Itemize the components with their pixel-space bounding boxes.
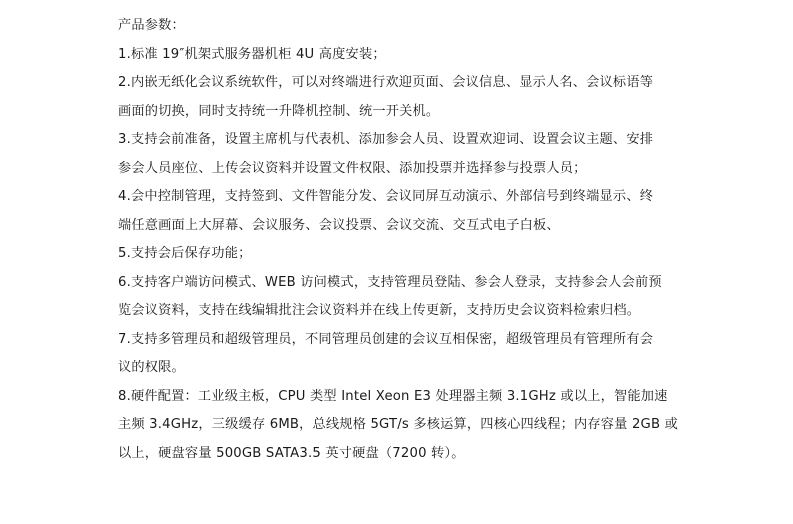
document-body	[118, 12, 688, 468]
text-line: 6.支持客户端访问模式、WEB 访问模式，支持管理员登陆、参会人登录，支持参会人会前预	[118, 274, 662, 290]
text-line: 议的权限。	[118, 360, 185, 375]
text-line: 主频 3.4GHz，三级缓存 6MB，总线规格 5GT/s 多核运算，四核心四线程；内存容量 2GB 或	[118, 417, 678, 432]
text-line: 2.内嵌无纸化会议系统软件，可以对终端进行欢迎页面、会议信息、显示人名、会议标语等	[118, 75, 654, 90]
text-line: 端任意画面上大屏幕、会议服务、会议投票、会议交流、交互式电子白板、	[118, 217, 560, 233]
text-line: 8.硬件配置：工业级主板，CPU 类型 Intel Xeon E3 处理器主频 3.1GHz 或以上，智能加速	[118, 388, 668, 404]
heading: 产品参数：	[118, 18, 185, 33]
text-line: 5.支持会后保存功能；	[118, 246, 252, 261]
text-line: 以上，硬盘容量 500GB SATA3.5 英寸硬盘（7200 转）。	[118, 445, 465, 461]
text-line: 1.标准 19″机架式服务器机柜 4U 高度安装；	[118, 46, 386, 62]
text-line: 3.支持会前准备，设置主席机与代表机、添加参会人员、设置欢迎词、设置会议主题、安排	[118, 132, 654, 147]
text-line: 7.支持多管理员和超级管理员，不同管理员创建的会议互相保密，超级管理员有管理所有会	[118, 331, 654, 347]
text-line: 画面的切换，同时支持统一升降机控制、统一开关机。	[118, 103, 440, 119]
text-line: 4.会中控制管理，支持签到、文件智能分发、会议同屏互动演示、外部信号到终端显示、终	[118, 189, 654, 204]
text-line: 览会议资料，支持在线编辑批注会议资料并在线上传更新，支持历史会议资料检索归档。	[118, 303, 641, 318]
text-line: 参会人员座位、上传会议资料并设置文件权限、添加投票并选择参与投票人员；	[118, 160, 587, 176]
